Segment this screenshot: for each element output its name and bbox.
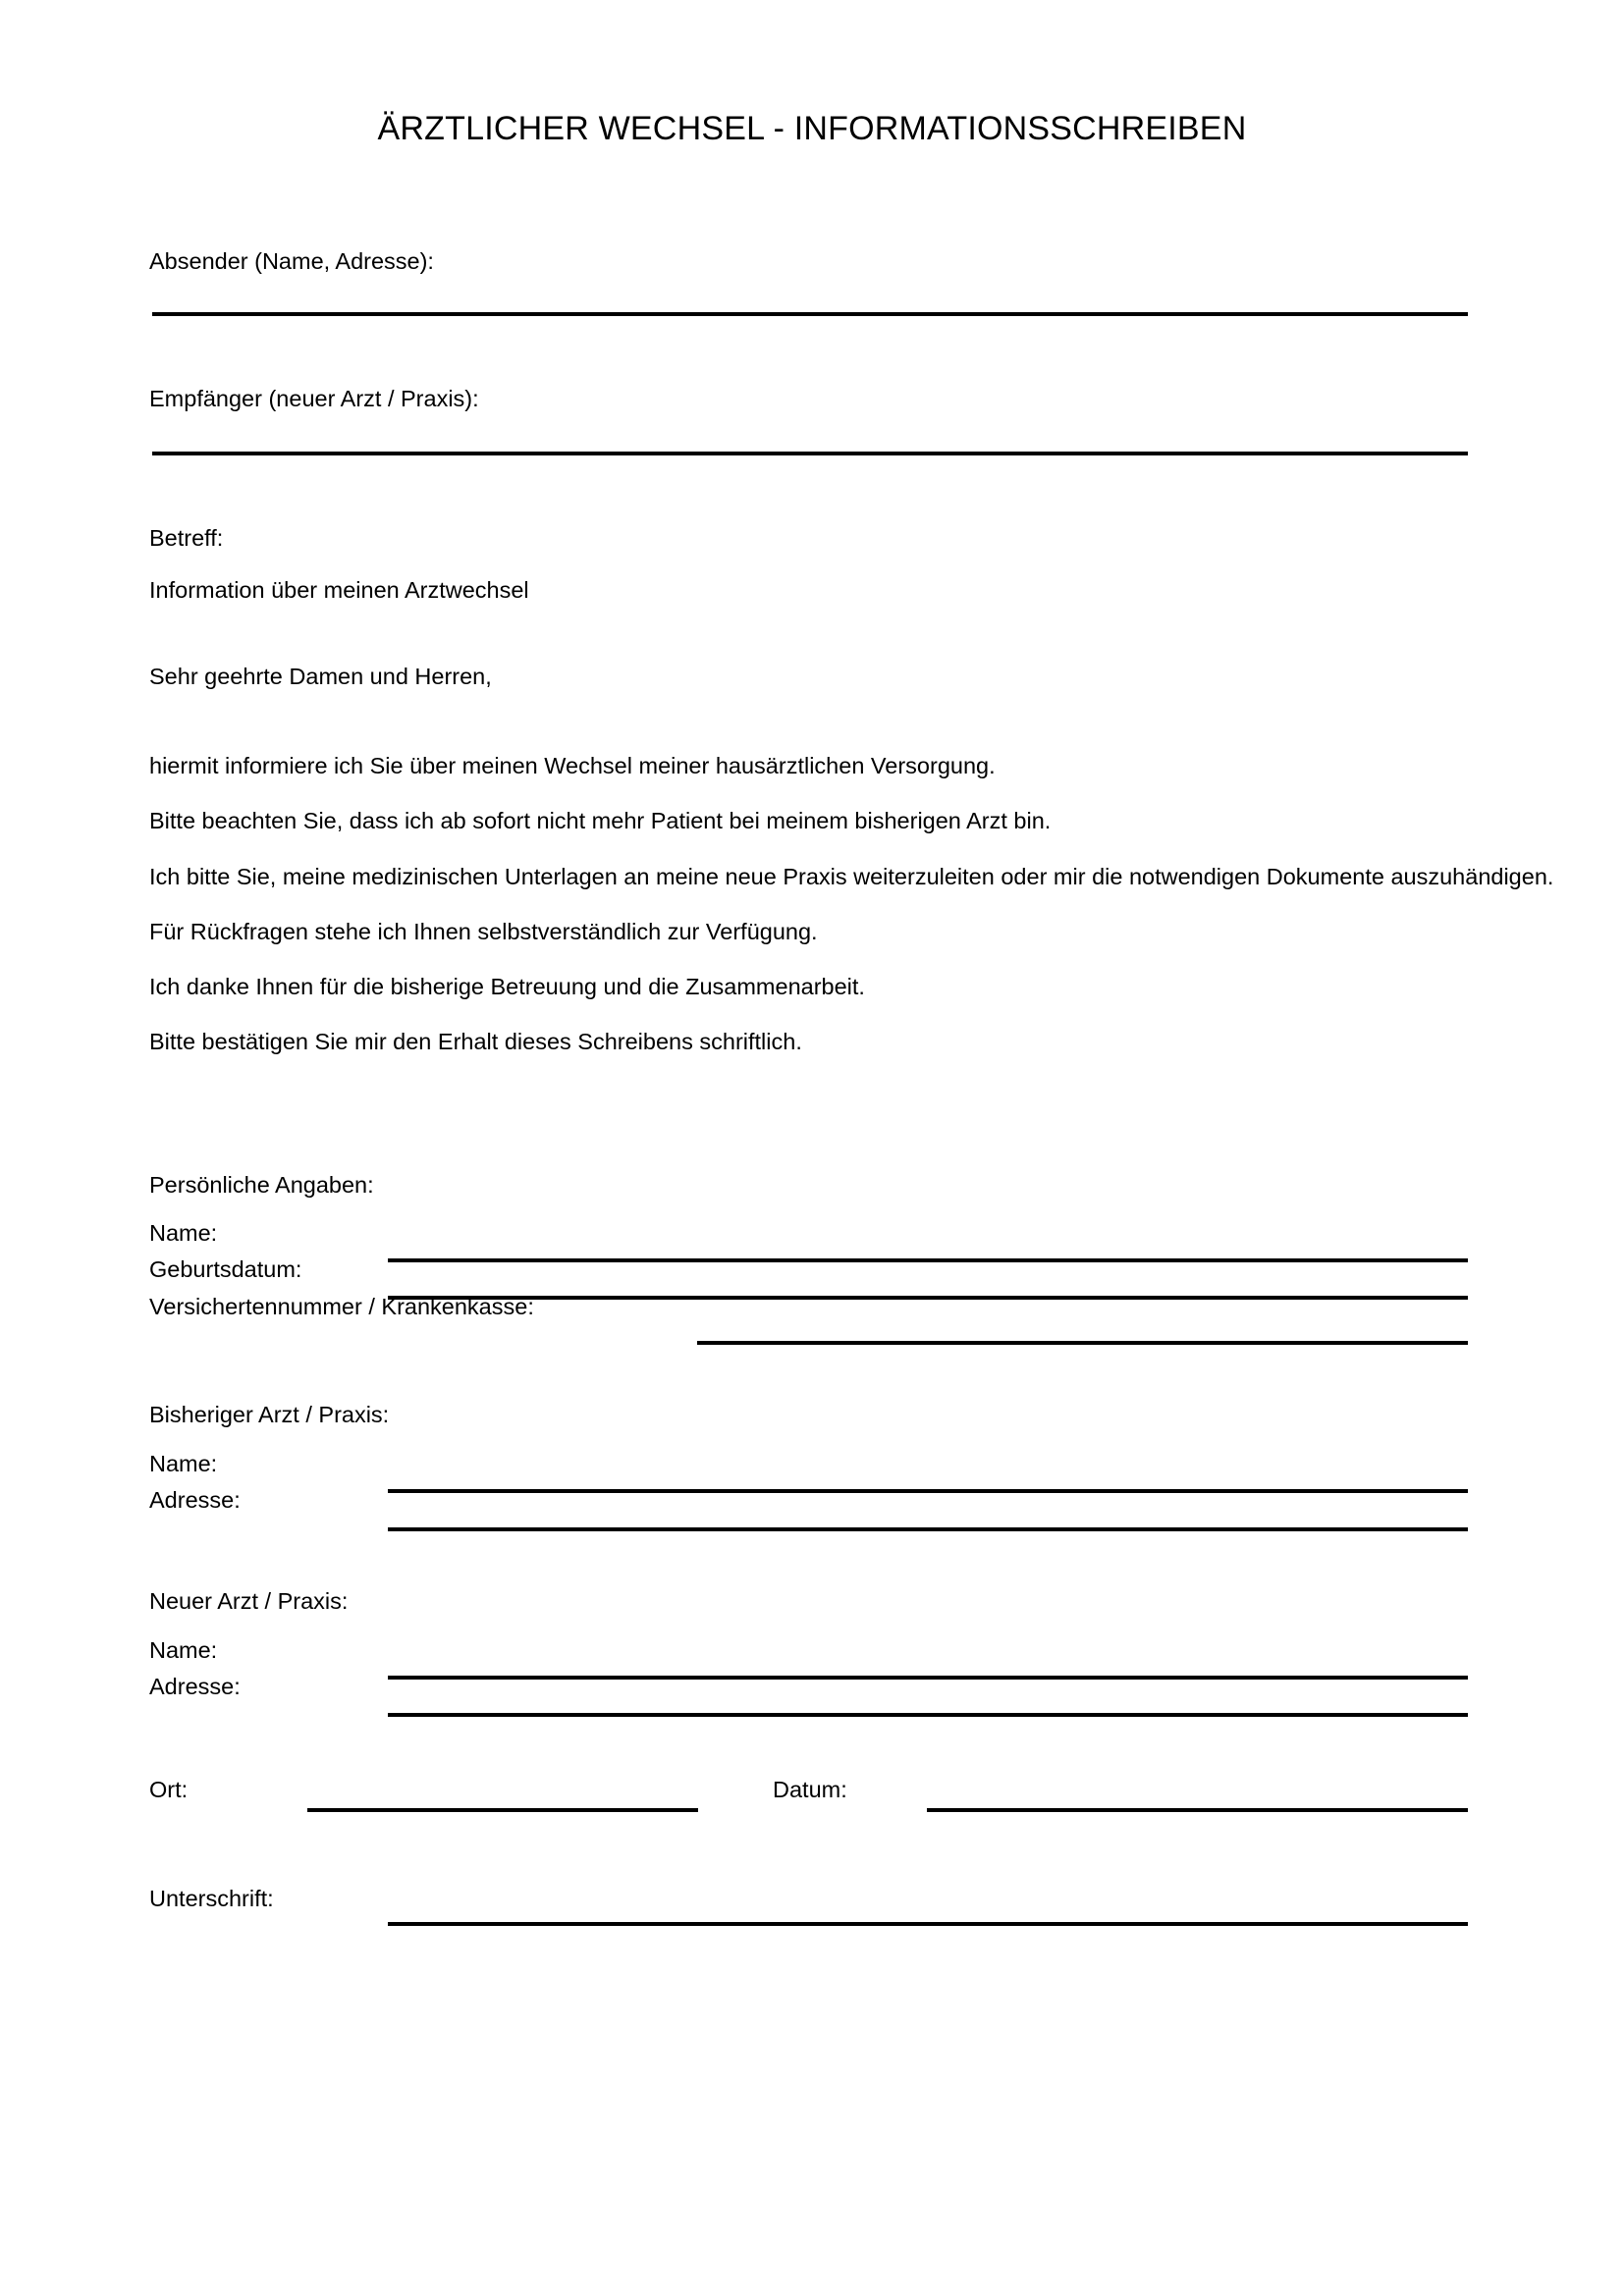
- sender-label: Absender (Name, Adresse):: [149, 248, 434, 274]
- body-paragraph-1: hiermit informiere ich Sie über meinen Wechsel meiner hausärztlichen Versorgung.: [149, 753, 996, 778]
- new-doctor-address-input-rule[interactable]: [388, 1713, 1468, 1717]
- body-paragraph-2: Bitte beachten Sie, dass ich ab sofort nicht mehr Patient bei meinem bisherigen Arzt bin.: [149, 808, 1052, 833]
- date-input-rule[interactable]: [927, 1808, 1468, 1812]
- subject-label: Betreff:: [149, 525, 224, 551]
- previous-doctor-address-label: Adresse:: [149, 1487, 241, 1513]
- page-title: ÄRZTLICHER WECHSEL - INFORMATIONSSCHREIBEN: [377, 110, 1247, 147]
- new-doctor-heading: Neuer Arzt / Praxis:: [149, 1588, 349, 1614]
- personal-birthdate-input-rule[interactable]: [388, 1296, 1468, 1300]
- place-input-rule[interactable]: [307, 1808, 698, 1812]
- previous-doctor-heading: Bisheriger Arzt / Praxis:: [149, 1402, 390, 1427]
- salutation: Sehr geehrte Damen und Herren,: [149, 664, 492, 689]
- recipient-label: Empfänger (neuer Arzt / Praxis):: [149, 386, 479, 411]
- body-paragraph-4: Für Rückfragen stehe ich Ihnen selbstverständlich zur Verfügung.: [149, 919, 818, 944]
- new-doctor-name-label: Name:: [149, 1637, 218, 1663]
- body-paragraph-3: Ich bitte Sie, meine medizinischen Unterlagen an meine neue Praxis weiterzuleiten oder mir die notwendigen Dokumente auszuhändigen.: [149, 864, 1554, 889]
- date-label: Datum:: [773, 1777, 847, 1802]
- previous-doctor-name-input-rule[interactable]: [388, 1489, 1468, 1493]
- new-doctor-address-label: Adresse:: [149, 1674, 241, 1699]
- signature-input-rule[interactable]: [388, 1922, 1468, 1926]
- subject-text: Information über meinen Arztwechsel: [149, 577, 529, 603]
- personal-name-label: Name:: [149, 1220, 218, 1246]
- sender-input-rule[interactable]: [152, 312, 1468, 316]
- personal-birthdate-label: Geburtsdatum:: [149, 1256, 302, 1282]
- previous-doctor-name-label: Name:: [149, 1451, 218, 1476]
- personal-name-input-rule[interactable]: [388, 1258, 1468, 1262]
- body-paragraph-5: Ich danke Ihnen für die bisherige Betreuung und die Zusammenarbeit.: [149, 974, 865, 999]
- signature-label: Unterschrift:: [149, 1886, 274, 1911]
- recipient-input-rule[interactable]: [152, 452, 1468, 455]
- personal-section-heading: Persönliche Angaben:: [149, 1172, 374, 1198]
- body-paragraph-6: Bitte bestätigen Sie mir den Erhalt dieses Schreibens schriftlich.: [149, 1029, 802, 1054]
- place-label: Ort:: [149, 1777, 189, 1802]
- new-doctor-name-input-rule[interactable]: [388, 1676, 1468, 1680]
- personal-insurance-input-rule[interactable]: [697, 1341, 1468, 1345]
- previous-doctor-address-input-rule[interactable]: [388, 1527, 1468, 1531]
- personal-insurance-label: Versichertennummer / Krankenkasse:: [149, 1294, 534, 1319]
